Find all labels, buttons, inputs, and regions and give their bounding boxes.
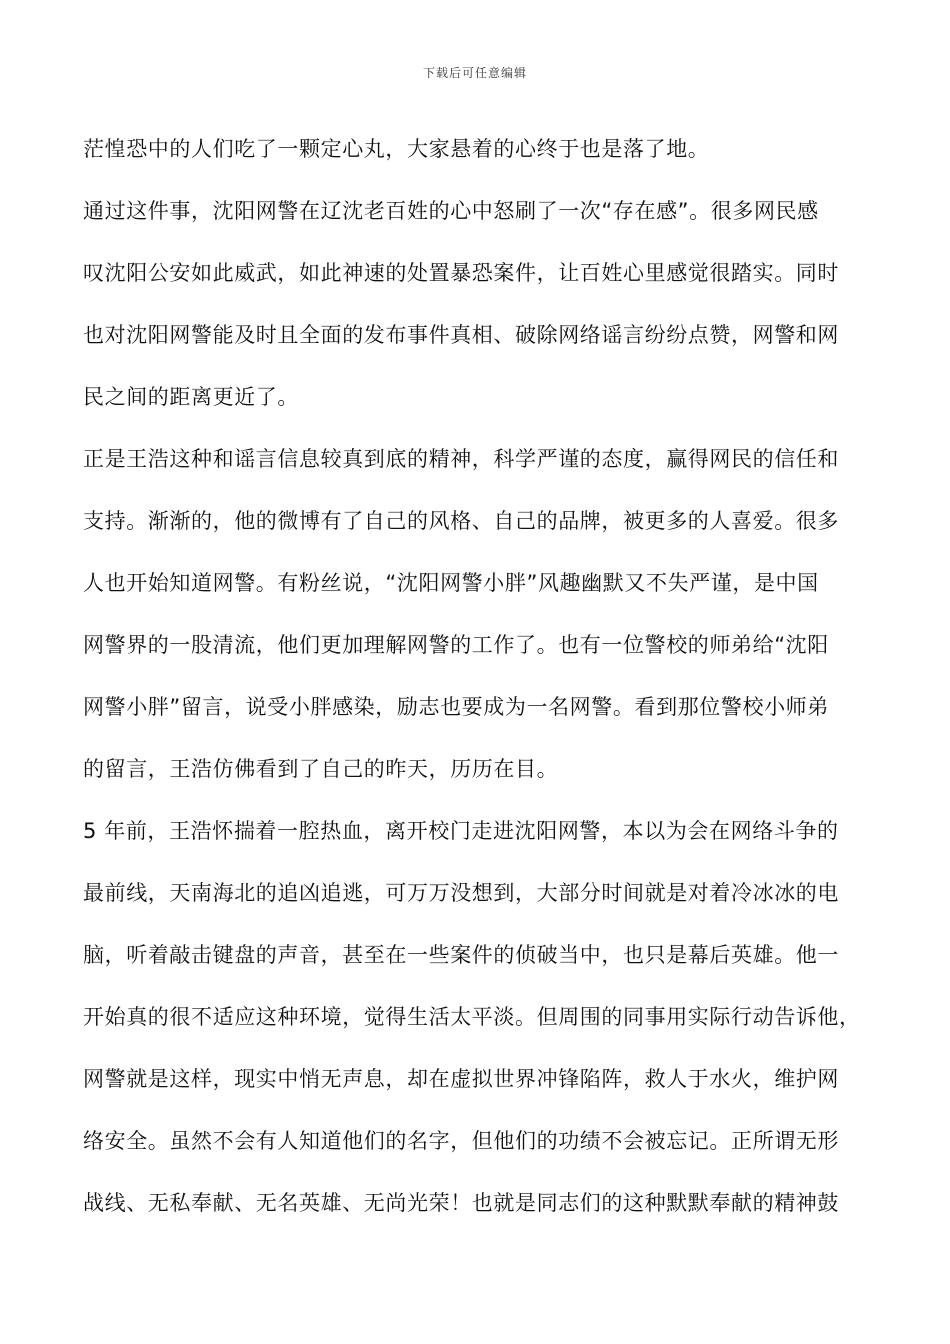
paragraph-4: 5 年前，王浩怀揣着一腔热血，离开校门走进沈阳网警，本以为会在网络斗争的 最前线，天南海北的追凶追逃，可万万没想到，大部分时间就是对着冷冰冰的电 脑，听着敲击键盘的声音，甚至在一些案件的侦破当中，也只是幕后英雄。他一 开始真的很不适应这种环境，觉得生活太平淡。但周围的同事用实际行动告诉他， 网警就是这样，现实中悄无声息，却在虚拟世界冲锋陷阵，救人于水火，维护网 络安全。虽然不会有人知道他们的名字，但他们的功绩不会被忘记。正所谓无形 战线、无私奉献、无名英雄、无尚光荣！也就是同志们的这种默默奉献的精神鼓 xyxy=(83,819,861,1215)
paragraph-2: 通过这件事，沈阳网警在辽沈老百姓的心中怒刷了一次“存在感”。很多网民感 叹沈阳公安如此威武，如此神速的处置暴恐案件，让百姓心里感觉很踏实。同时 也对沈阳网警能及时且全面的发布事件真相、破除网络谣言纷纷点赞，网警和网 民之间的距离更近了。 xyxy=(83,199,839,409)
document-body xyxy=(83,118,883,1234)
paragraph-3: 正是王浩这种和谣言信息较真到底的精神，科学严谨的态度，赢得网民的信任和 支持。渐渐的，他的微博有了自己的风格、自己的品牌，被更多的人喜爱。很多 人也开始知道网警。有粉丝说，“沈阳网警小胖”风趣幽默又不失严谨，是中国 网警界的一股清流，他们更加理解网警的工作了。也有一位警校的师弟给“沈阳 网警小胖”留言，说受小胖感染，励志也要成为一名网警。看到那位警校小师弟 的留言，王浩仿佛看到了自己的昨天，历历在目。 xyxy=(83,447,839,781)
paragraph-1: 茫惶恐中的人们吃了一颗定心丸，大家悬着的心终于也是落了地。 xyxy=(83,137,710,161)
page-header: 下载后可任意编辑 xyxy=(422,66,527,80)
